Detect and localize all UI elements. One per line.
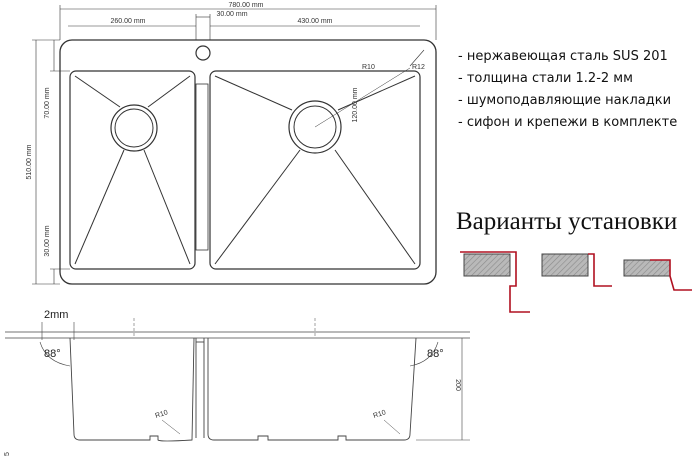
thickness-label: 2mm [44,309,69,321]
angle-right-label: 88° [427,348,444,360]
feature-item: - нержавеющая сталь SUS 201 [458,49,668,64]
dim-divider: 30.00 mm [216,11,248,18]
dim-radius-bottom-right: R10 [372,409,387,420]
feature-item: - шумоподавляющие накладки [458,93,672,108]
dim-overall-depth: 510.00 mm [26,144,33,180]
angle-left-label: 88° [44,348,61,360]
dim-right-bowl: 430.00 mm [297,18,333,25]
edge-mark: 5 [4,452,11,456]
top-view [32,5,436,284]
dim-drain-offset: 120.00 mm [352,87,359,123]
install-variant-undermount [624,260,692,290]
left-drain [111,105,157,151]
install-variant-flush [542,254,612,286]
feature-item: - толщина стали 1.2-2 мм [458,71,633,86]
install-variant-overmount [460,252,530,312]
dim-bottom-margin: 30.00 mm [44,225,51,257]
divider [196,84,208,250]
faucet-hole [196,46,210,60]
dim-overall-width: 780.00 mm [228,2,264,9]
dim-radius-corner: R12 [412,64,425,71]
sink-outline [60,40,436,284]
dim-top-margin: 70.00 mm [44,87,51,119]
dim-radius-inner: R10 [362,64,375,71]
dim-radius-bottom-left: R10 [154,409,169,420]
left-bowl [70,71,195,269]
feature-item: - сифон и крепежи в комплекте [458,115,678,130]
dim-left-bowl: 260.00 mm [110,18,146,25]
install-variants-title: Варианты установки [456,208,678,235]
section-view [5,318,470,441]
dim-bowl-depth: 200 [454,379,461,391]
